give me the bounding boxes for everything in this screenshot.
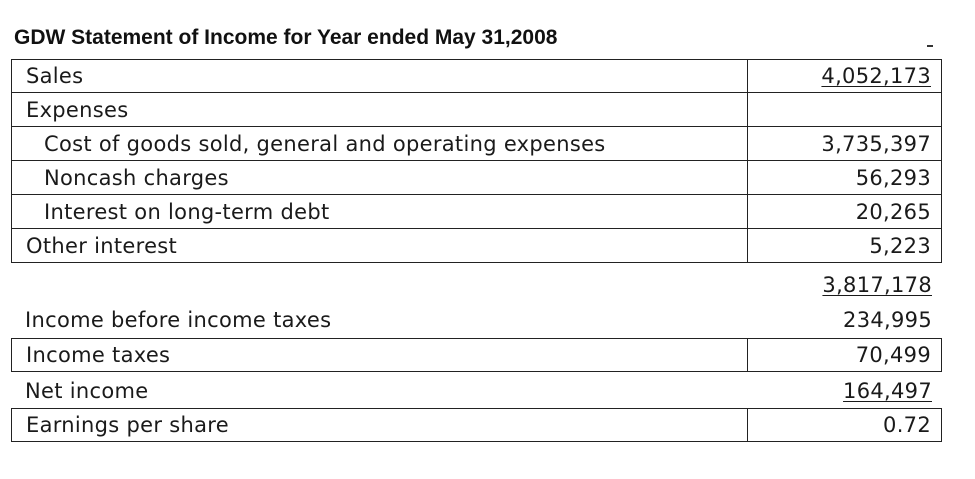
row-label: Sales xyxy=(26,64,84,88)
row-sales xyxy=(11,59,942,93)
row-value: 3,735,397 xyxy=(821,131,931,156)
row-noncash-charges xyxy=(11,161,942,195)
row-value xyxy=(821,60,931,92)
corner-mark xyxy=(927,45,933,47)
row-value xyxy=(843,374,932,408)
row-value: 5,223 xyxy=(869,233,931,258)
statement-title: GDW Statement of Income for Year ended May 31,2008 xyxy=(14,26,558,49)
row-expenses xyxy=(11,93,942,127)
column-divider xyxy=(747,127,748,160)
total-expenses-value: 3,817,178 xyxy=(822,273,932,297)
column-divider xyxy=(747,195,748,228)
row-other-interest xyxy=(11,229,942,263)
column-divider xyxy=(747,409,748,441)
column-divider xyxy=(747,339,748,371)
row-value: 234,995 xyxy=(843,308,932,332)
net-income-value: 164,497 xyxy=(843,379,932,403)
row-income-taxes xyxy=(11,338,942,372)
row-total-expenses xyxy=(11,268,942,302)
column-divider xyxy=(747,161,748,194)
row-value: 70,499 xyxy=(855,343,931,367)
row-label: Income taxes xyxy=(26,343,171,367)
row-value: 20,265 xyxy=(855,199,931,224)
row-value xyxy=(822,268,932,302)
sales-value: 4,052,173 xyxy=(821,64,931,88)
row-cost-of-goods xyxy=(11,127,942,161)
row-label: Expenses xyxy=(26,97,129,122)
column-divider xyxy=(747,93,748,126)
row-earnings-per-share xyxy=(11,408,942,442)
row-label: Income before income taxes xyxy=(25,308,332,332)
row-value: 56,293 xyxy=(855,165,931,190)
row-net-income xyxy=(11,374,942,408)
row-interest-long-term-debt xyxy=(11,195,942,229)
row-income-before-taxes xyxy=(11,303,942,337)
row-label: Other interest xyxy=(26,233,178,258)
column-divider xyxy=(747,229,748,262)
row-value: 0.72 xyxy=(883,413,931,437)
row-label: Earnings per share xyxy=(26,413,229,437)
row-label: Net income xyxy=(25,379,149,403)
column-divider xyxy=(747,60,748,92)
row-label: Cost of goods sold, general and operating expenses xyxy=(44,131,606,156)
row-label: Interest on long-term debt xyxy=(44,199,330,224)
row-label: Noncash charges xyxy=(44,165,229,190)
